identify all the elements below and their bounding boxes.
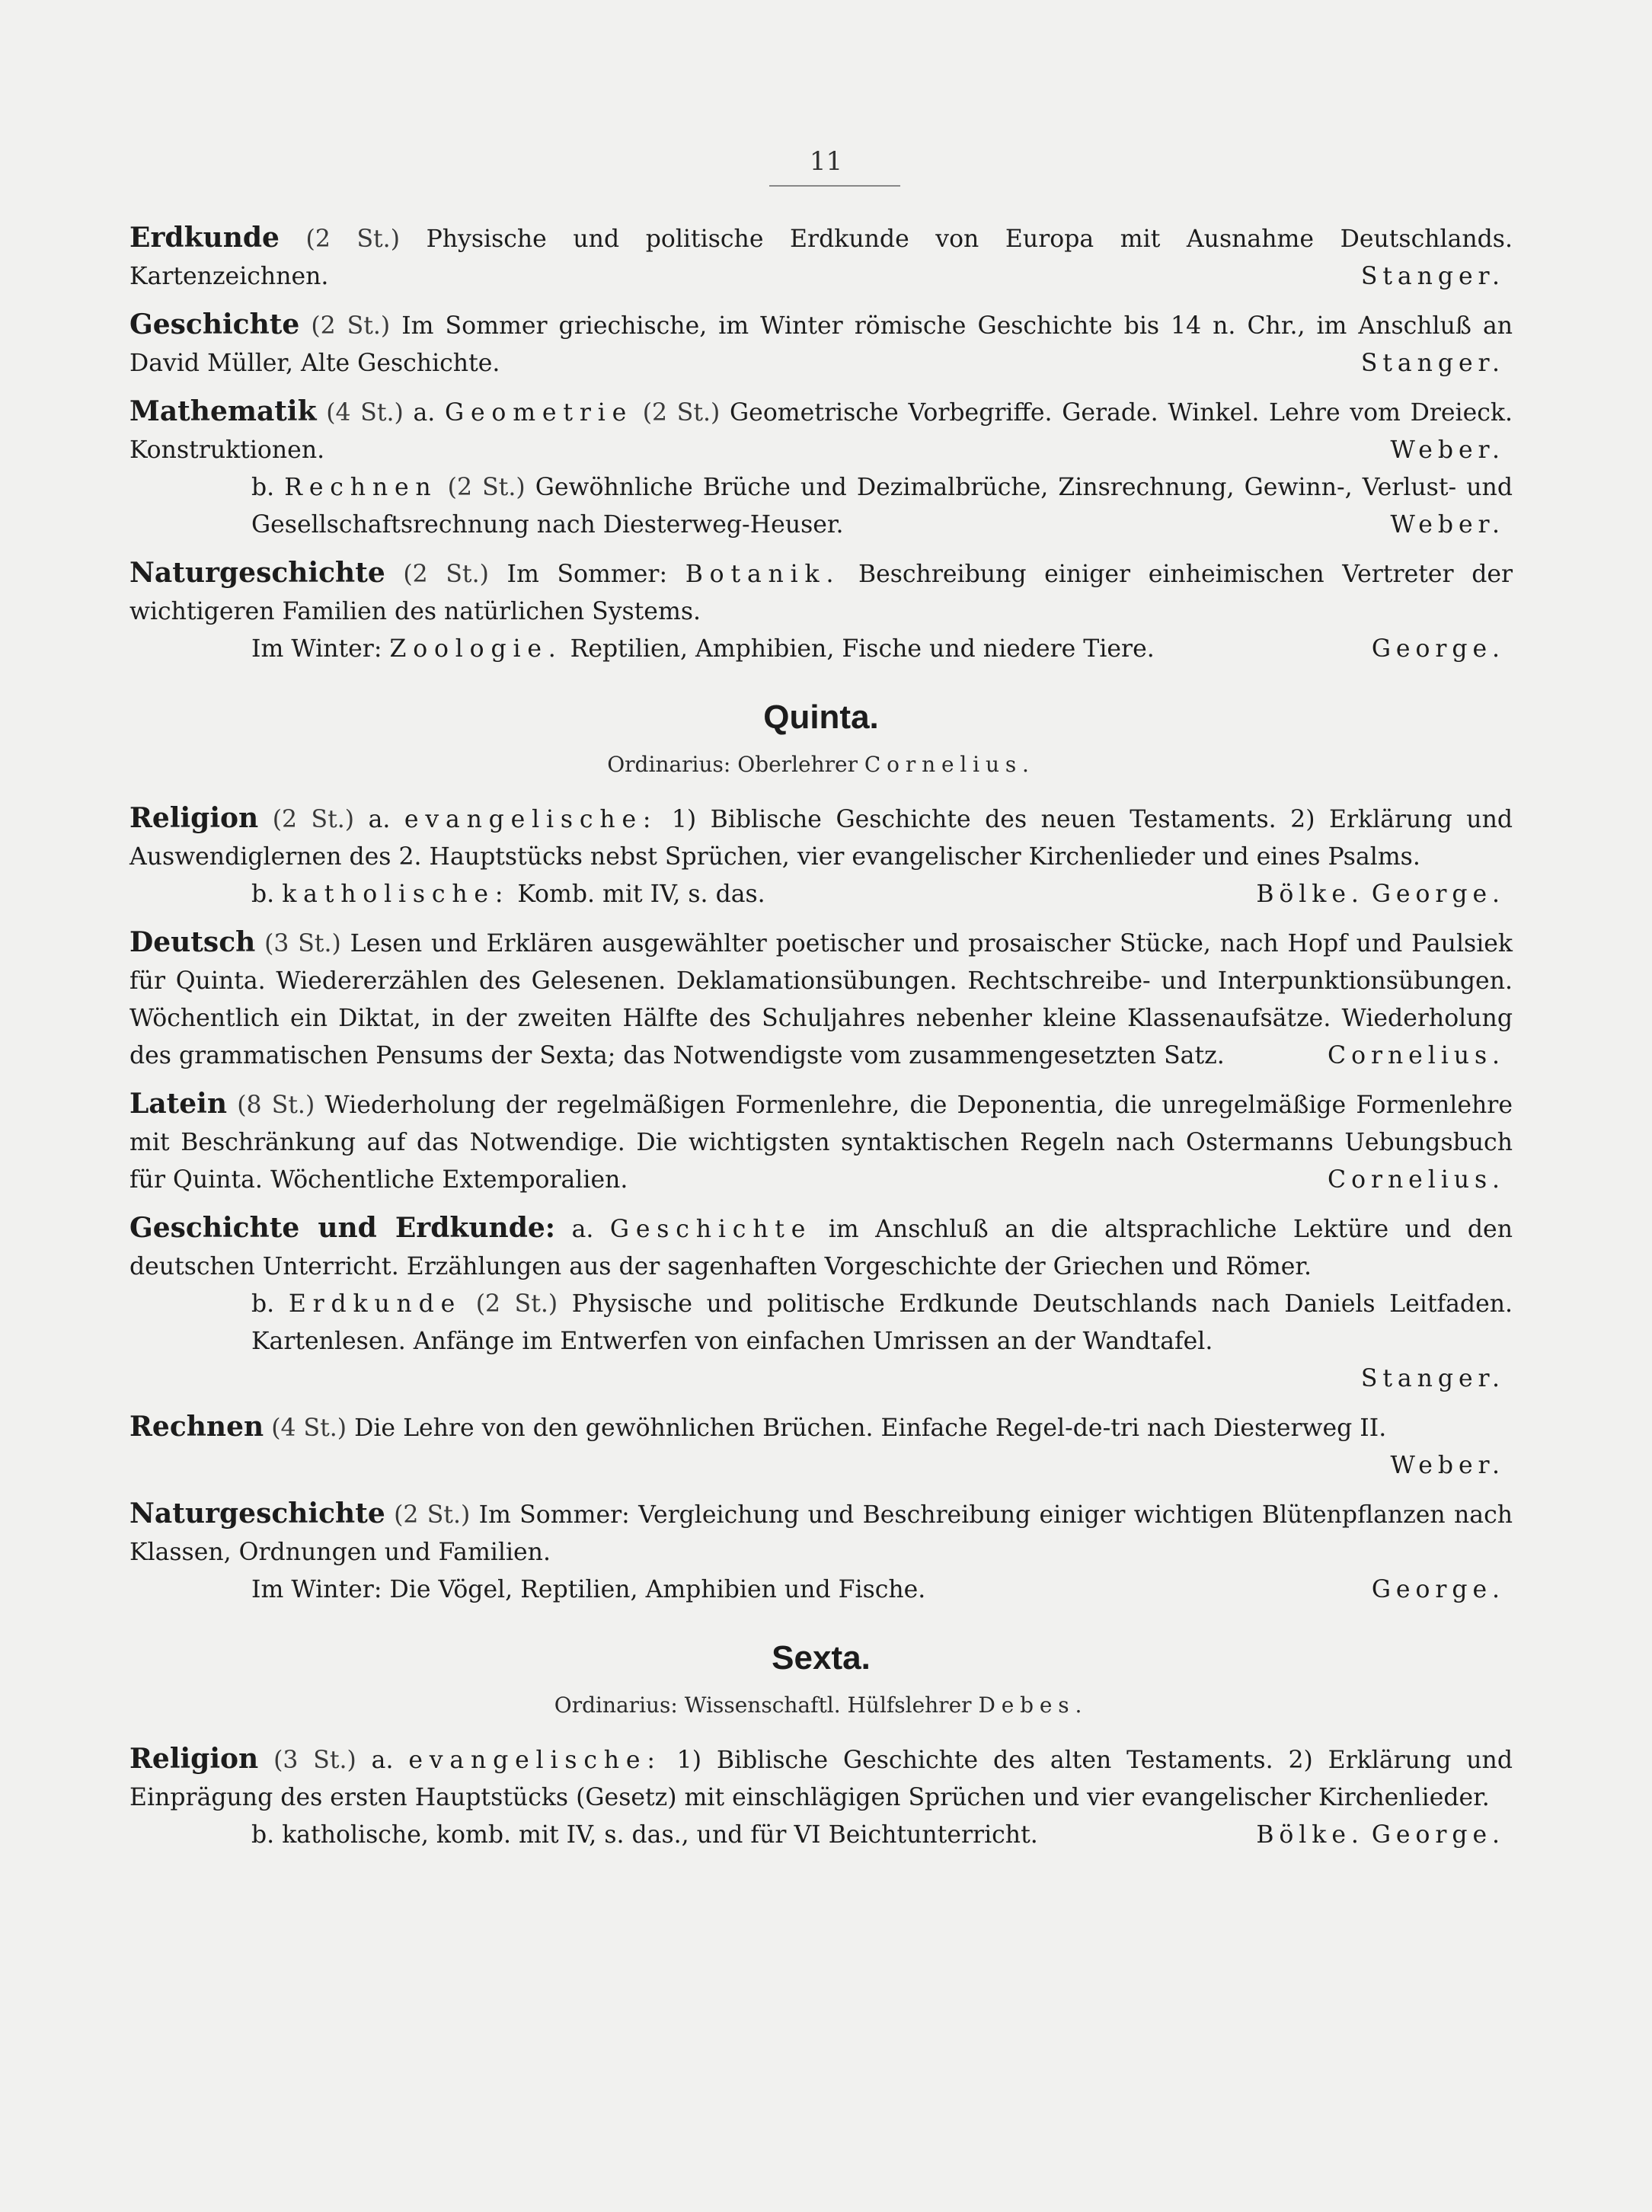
winter-line [129, 1571, 1513, 1609]
page-number: 11 [809, 146, 843, 177]
teacher-name: Weber. [1390, 436, 1505, 464]
part-title: Rechnen [284, 474, 438, 501]
part-label: a. [368, 806, 391, 833]
part-title: Geschichte [609, 1216, 813, 1243]
subject-heading: Religion [129, 1743, 259, 1775]
subject-hours: (8 St.) [237, 1092, 315, 1119]
subject-heading: Religion [129, 802, 259, 834]
season-title: Zoologie. [389, 635, 563, 663]
part-label: b. [251, 1290, 275, 1318]
section-title-sexta: Sexta. [772, 1639, 871, 1677]
season-text: Im Winter: Die Vögel, Reptilien, Amphibien und Fische. [251, 1576, 926, 1603]
subject-hours: (4 St.) [271, 1414, 347, 1442]
entry-naturgeschichte-quinta [129, 1495, 1513, 1609]
winter-line [129, 631, 1513, 668]
season-text: Reptilien, Amphibien, Fische und niedere Tiere. [570, 635, 1155, 663]
subject-hours: (4 St.) [326, 399, 404, 427]
subject-hours: (2 St.) [311, 312, 391, 340]
part-text: Komb. mit IV, s. das. [517, 881, 765, 908]
entry-mathematik [129, 393, 1513, 544]
part-text: Gewöhnliche Brüche und Dezimalbrüche, Zinsrechnung, Gewinn-, Verlust- und Gesellschaftsrechnung nach Diesterweg-Heuser. [251, 474, 1513, 539]
ordinarius-name: Cornelius. [864, 752, 1035, 777]
subject-heading: Mathematik [129, 395, 317, 427]
teacher-name: Cornelius. [1328, 1042, 1505, 1069]
entry-erdkunde [129, 219, 1513, 296]
subject-heading: Erdkunde [129, 222, 280, 254]
part-b [129, 1817, 1513, 1854]
teacher-name: George. [1371, 635, 1505, 663]
subject-hours: (3 St.) [273, 1747, 356, 1774]
season-intro: Im Sommer: [506, 561, 668, 588]
subject-text: Physische und politische Erdkunde von Europa mit Ausnahme Deutschlands. Kartenzeichnen. [129, 225, 1513, 290]
part-title: Erdkunde [288, 1290, 462, 1318]
entry-geschichte [129, 306, 1513, 382]
part-b [129, 1286, 1513, 1360]
entry-naturgeschichte [129, 555, 1513, 668]
subject-heading: Latein [129, 1088, 228, 1120]
subject-heading: Geschichte [129, 308, 300, 340]
season-intro: Im Winter: [251, 635, 382, 663]
entry-geschichte-erdkunde-quinta [129, 1210, 1513, 1398]
teacher-name: Bölke. [1256, 881, 1364, 908]
teacher-name: Stanger. [1360, 350, 1505, 377]
part-label: b. [251, 474, 275, 501]
subject-heading: Naturgeschichte [129, 557, 385, 589]
part-text: katholische, komb. mit IV, s. das., und für VI Beichtunterricht. [282, 1821, 1038, 1849]
part-label: a. [571, 1216, 594, 1243]
teacher-name: George. [1371, 1821, 1505, 1849]
teacher-name: George. [1371, 881, 1505, 908]
section-title-quinta: Quinta. [763, 698, 879, 736]
part-label: b. [251, 881, 275, 908]
subject-text: Wiederholung der regelmäßigen Formenlehre, die Deponentia, die unregelmäßige Formenlehre mit Beschränkung auf das Notwendige. Die wichtigsten syntaktischen Regeln nach Ostermanns Uebungsbuch für Quinta. Wöchentliche Extemporalien. [129, 1092, 1513, 1194]
part-b [129, 469, 1513, 544]
entry-deutsch-quinta [129, 924, 1513, 1075]
subject-text: Lesen und Erklären ausgewählter poetischer und prosaischer Stücke, nach Hopf und Paulsiek für Quinta. Wiedererzählen des Gelesenen. Deklamationsübungen. Rechtschreibe- und Interpunktionsübungen. Wöchentlich ein Diktat, in der zweiten Hälfte des Schuljahres nebenher kleine Klassenaufsätze. Wiederholung des grammatischen Pensums der Sexta; das Notwendigste vom zusammengesetzten Satz. [129, 930, 1513, 1069]
subject-hours: (2 St.) [272, 806, 355, 833]
teacher-name: Bölke. [1256, 1821, 1364, 1849]
part-text: 1) Biblische Geschichte des alten Testaments. 2) Erklärung und Einprägung des ersten Hauptstücks (Gesetz) mit einschlägigen Sprüchen und vier evangelischer Kirchenlieder. [129, 1747, 1513, 1811]
part-hours: (2 St.) [475, 1290, 558, 1318]
season-text: Beschreibung einiger einheimischen Vertreter der wichtigeren Familien des natürlichen Systems. [129, 561, 1513, 625]
page-number-rule [769, 185, 900, 187]
entry-religion-quinta [129, 800, 1513, 913]
part-text: im Anschluß an die altsprachliche Lektüre und den deutschen Unterricht. Erzählungen aus der sagenhaften Vorgeschichte der Griechen und Römer. [129, 1216, 1513, 1280]
ordinarius-quinta [129, 752, 1513, 777]
part-text: Physische und politische Erdkunde Deutschlands nach Daniels Leitfaden. Kartenlesen. Anfänge im Entwerfen von einfachen Umrissen an der Wandtafel. [251, 1290, 1513, 1355]
part-title: evangelische: [404, 806, 658, 833]
entry-latein-quinta [129, 1085, 1513, 1199]
part-title: katholische: [282, 881, 510, 908]
subject-text: Im Sommer: Vergleichung und Beschreibung einiger wichtigen Blütenpflanzen nach Klassen, Ordnungen und Familien. [129, 1501, 1513, 1566]
subject-heading: Rechnen [129, 1411, 264, 1443]
part-text: Geometrische Vorbegriffe. Gerade. Winkel. Lehre vom Dreieck. Konstruktionen. [129, 399, 1513, 464]
teacher-name: George. [1371, 1576, 1505, 1603]
part-label: a. [371, 1747, 394, 1774]
page-content [129, 219, 1513, 1865]
part-b [129, 876, 1513, 913]
ordinarius-label: Ordinarius: Oberlehrer [607, 752, 858, 777]
season-title: Botanik. [685, 561, 841, 588]
subject-text: Im Sommer griechische, im Winter römische Geschichte bis 14 n. Chr., im Anschluß an David Müller, Alte Geschichte. [129, 312, 1513, 377]
part-label: a. [413, 399, 436, 427]
teacher-name: Stanger. [1360, 263, 1505, 290]
entry-religion-sexta [129, 1741, 1513, 1854]
subject-hours: (2 St.) [394, 1501, 471, 1529]
part-hours: (2 St.) [447, 474, 526, 501]
entry-rechnen-quinta [129, 1408, 1513, 1485]
part-hours: (2 St.) [642, 399, 721, 427]
subject-text: Die Lehre von den gewöhnlichen Brüchen. Einfache Regel-de-tri nach Diesterweg II. [354, 1414, 1387, 1442]
subject-hours: (2 St.) [403, 561, 489, 588]
teacher-name: Weber. [1390, 1452, 1505, 1479]
subject-heading: Naturgeschichte [129, 1498, 385, 1530]
subject-heading: Geschichte und Erdkunde: [129, 1212, 556, 1244]
teacher-name: Weber. [1390, 511, 1505, 539]
subject-heading: Deutsch [129, 926, 256, 958]
subject-hours: (3 St.) [264, 930, 341, 957]
teacher-name: Stanger. [1360, 1365, 1505, 1392]
ordinarius-label: Ordinarius: Wissenschaftl. Hülfslehrer [554, 1693, 972, 1718]
subject-hours: (2 St.) [305, 225, 400, 253]
part-text: 1) Biblische Geschichte des neuen Testaments. 2) Erklärung und Auswendiglernen des 2. Hauptstücks nebst Sprüchen, vier evangelischer Kirchenlieder und eines Psalms. [129, 806, 1513, 871]
part-title: Geometrie [444, 399, 634, 427]
ordinarius-name: Debes. [978, 1693, 1088, 1718]
teacher-name: Cornelius. [1328, 1166, 1505, 1194]
part-label: b. [251, 1821, 275, 1849]
part-title: evangelische: [408, 1747, 662, 1774]
ordinarius-sexta [129, 1693, 1513, 1718]
